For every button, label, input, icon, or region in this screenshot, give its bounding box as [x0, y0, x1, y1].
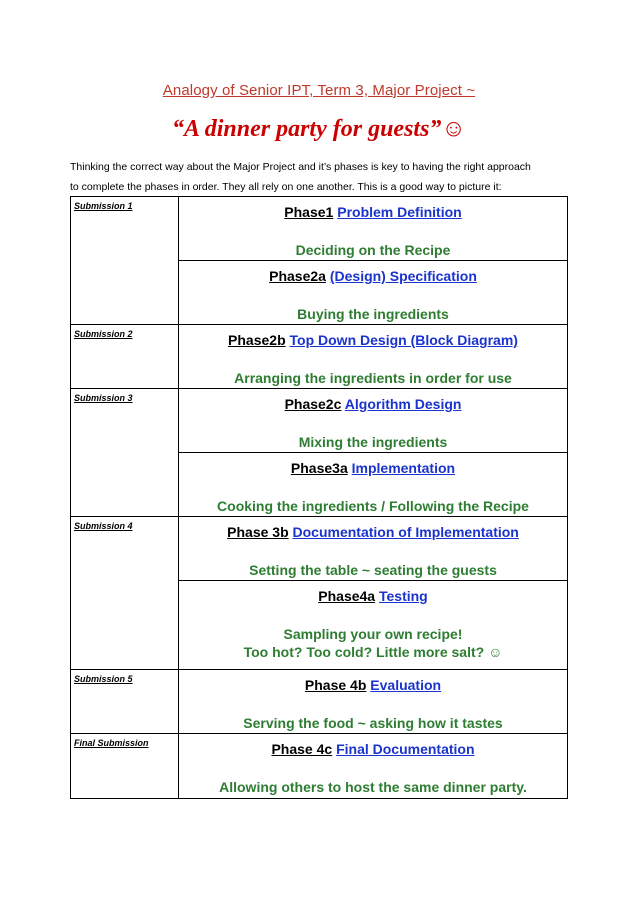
phase-description: Allowing others to host the same dinner party.	[219, 779, 527, 795]
phase-description: Setting the table ~ seating the guests	[249, 562, 497, 578]
phase-code: Phase1	[284, 204, 334, 220]
submission-label: Submission 1	[71, 197, 179, 325]
phase-description: Mixing the ingredients	[298, 434, 448, 450]
intro-paragraph	[70, 157, 580, 197]
phase-heading	[179, 517, 567, 541]
phase-code: Phase 4b	[304, 677, 367, 693]
phase-description: Buying the ingredients	[297, 306, 449, 322]
phase-code: Phase2b	[228, 332, 286, 348]
intro-line: Thinking the correct way about the Major Project and it’s phases is key to having the right approach	[70, 161, 531, 173]
phase-code: Phase2a	[269, 268, 326, 284]
intro-line: to complete the phases in order. They all rely on one another. This is a good way to picture it:	[70, 181, 502, 193]
phase-cell	[179, 389, 568, 453]
phase-name: Implementation	[351, 460, 456, 476]
phase-heading	[179, 453, 567, 477]
submission-label: Submission 3	[71, 389, 179, 517]
phase-cell	[179, 517, 568, 581]
table-row	[71, 517, 568, 581]
phase-heading	[179, 325, 567, 349]
document-subtitle: “A dinner party for guests”☺	[172, 116, 466, 142]
phase-code: Phase 4c	[271, 741, 333, 757]
phase-cell	[179, 670, 568, 734]
table-row	[71, 325, 568, 389]
phase-description: Deciding on the Recipe	[295, 242, 451, 258]
phase-heading	[179, 581, 567, 605]
submission-label: Submission 2	[71, 325, 179, 389]
phase-cell	[179, 581, 568, 670]
phase-code: Phase3a	[290, 460, 348, 476]
phase-cell	[179, 453, 568, 517]
phase-heading	[179, 197, 567, 221]
phases-table	[70, 196, 568, 799]
document-title: Analogy of Senior IPT, Term 3, Major Project ~	[162, 82, 476, 99]
phase-heading	[179, 734, 567, 758]
phase-name: Algorithm Design	[344, 396, 462, 412]
table-row	[71, 734, 568, 799]
phase-cell	[179, 734, 568, 799]
phase-description: Sampling your own recipe! Too hot? Too cold? Little more salt? ☺	[243, 626, 503, 660]
phase-name: Top Down Design (Block Diagram)	[289, 332, 518, 348]
phase-name: Testing	[378, 588, 428, 604]
phase-description: Serving the food ~ asking how it tastes	[243, 715, 503, 731]
submission-label: Final Submission	[71, 734, 179, 799]
phase-name: Documentation of Implementation	[292, 524, 519, 540]
phase-name: (Design) Specification	[329, 268, 477, 284]
phase-name: Final Documentation	[336, 741, 475, 757]
phase-heading	[179, 261, 567, 285]
table-row	[71, 197, 568, 261]
phase-code: Phase4a	[318, 588, 376, 604]
submission-label: Submission 4	[71, 517, 179, 670]
phase-code: Phase2c	[284, 396, 342, 412]
submission-label: Submission 5	[71, 670, 179, 734]
table-row	[71, 389, 568, 453]
phase-description: Cooking the ingredients / Following the Recipe	[217, 498, 529, 514]
phase-heading	[179, 389, 567, 413]
phase-heading	[179, 670, 567, 694]
phase-code: Phase 3b	[227, 524, 289, 540]
table-row	[71, 670, 568, 734]
phase-description: Arranging the ingredients in order for use	[234, 370, 512, 386]
phase-name: Evaluation	[370, 677, 442, 693]
phase-name: Problem Definition	[337, 204, 462, 220]
phase-cell	[179, 325, 568, 389]
phase-cell	[179, 261, 568, 325]
phase-cell	[179, 197, 568, 261]
